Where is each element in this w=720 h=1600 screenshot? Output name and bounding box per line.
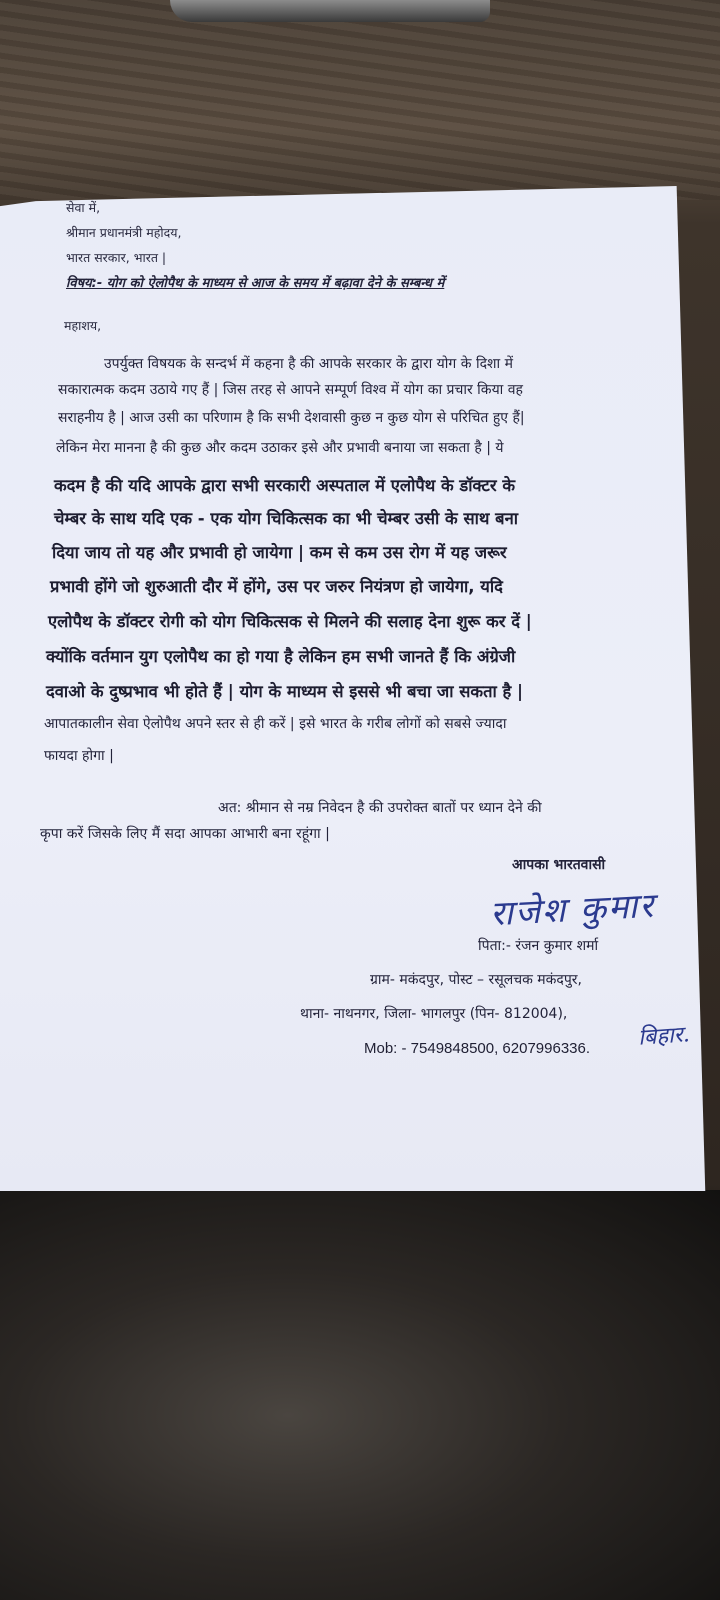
salutation: महाशय, (64, 318, 102, 333)
address-line: श्रीमान प्रधानमंत्री महोदय, (66, 225, 182, 240)
body-line: कदम है की यदि आपके द्वारा सभी सरकारी अस्पताल में एलोपैथ के डॉक्टर के (54, 476, 516, 495)
body-line: लेकिन मेरा मानना है की कुछ और कदम उठाकर इसे और प्रभावी बनाया जा सकता है | ये (56, 440, 504, 456)
sender-father-name: पिता:- रंजन कुमार शर्मा (478, 938, 599, 954)
body-line: क्योंकि वर्तमान युग एलोपैथ का हो गया है लेकिन हम सभी जानते हैं कि अंग्रेजी (46, 647, 516, 666)
handwritten-state: बिहार. (637, 1022, 691, 1051)
body-line: दिया जाय तो यह और प्रभावी हो जायेगा | कम से कम उस रोग में यह जरूर (52, 543, 507, 562)
body-line: उपर्युक्त विषयक के सन्दर्भ में कहना है की आपके सरकार के द्वारा योग के दिशा में (104, 356, 513, 372)
body-line: प्रभावी होंगे जो शुरुआती दौर में होंगे, उस पर जरुर नियंत्रण हो जायेगा, यदि (50, 577, 503, 596)
body-line: आपातकालीन सेवा ऐलोपैथ अपने स्तर से ही करें | इसे भारत के गरीब लोगों को सबसे ज्यादा (44, 716, 507, 732)
body-line: सराहनीय है | आज उसी का परिणाम है कि सभी देशवासी कुछ न कुछ योग से परिचित हुए हैं| (58, 410, 525, 426)
body-line: एलोपैथ के डॉक्टर रोगी को योग चिकित्सक से मिलने की सलाह देना शुरू कर दें | (48, 612, 532, 631)
sender-mobile: Mob: - 7549848500, 6207996336. (364, 1040, 591, 1057)
address-line: सेवा में, (66, 200, 101, 215)
sender-address-line: थाना- नाथनगर, जिला- भागलपुर (पिन- 812004), (300, 1006, 568, 1022)
body-line: चेम्बर के साथ यदि एक - एक योग चिकित्सक का भी चेम्बर उसी के साथ बना (54, 509, 519, 528)
handwritten-signature: राजेश कुमार (489, 885, 657, 935)
closing-line: अत: श्रीमान से नम्र निवेदन है की उपरोक्त बातों पर ध्यान देने की (218, 800, 542, 816)
sender-address-line: ग्राम- मकंदपुर, पोस्ट – रसूलचक मकंदपुर, (370, 972, 582, 988)
sign-off: आपका भारतवासी (512, 857, 606, 873)
closing-line: कृपा करें जिसके लिए मैं सदा आपका आभारी बना रहूंगा | (40, 826, 330, 842)
address-line: भारत सरकार, भारत | (66, 250, 167, 265)
body-line: दवाओ के दुष्प्रभाव भी होते हैं | योग के माध्यम से इससे भी बचा जा सकता है | (46, 682, 524, 701)
letter-subject: विषय:- योग को ऐलोपैथ के माध्यम से आज के समय में बढ़ावा देने के सम्बन्ध में (66, 276, 445, 291)
body-line: सकारात्मक कदम उठाये गए हैं | जिस तरह से आपने सम्पूर्ण विश्व में योग का प्रचार किया वह (58, 382, 523, 398)
body-line: फायदा होगा | (44, 748, 114, 764)
